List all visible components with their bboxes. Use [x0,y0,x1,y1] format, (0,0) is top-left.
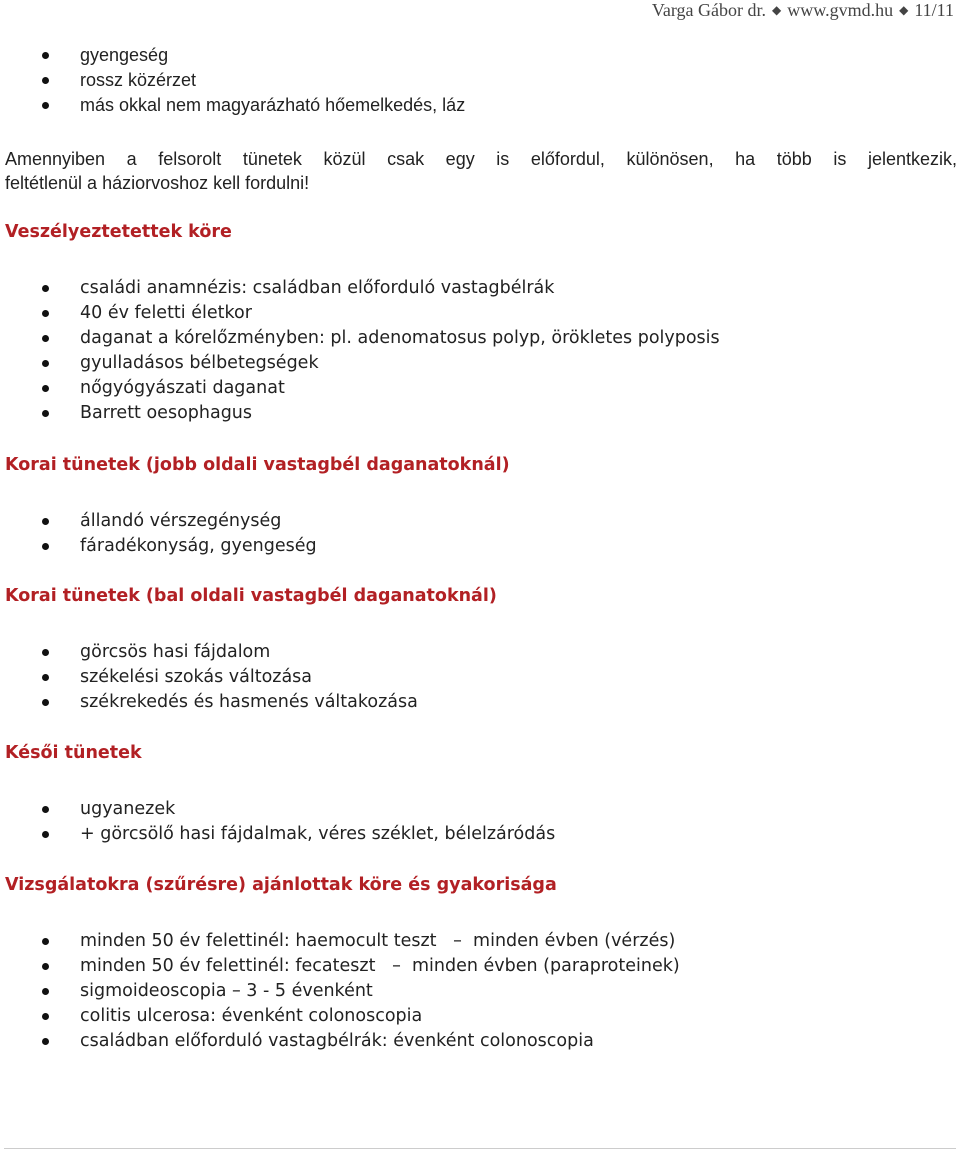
list-item: daganat a kórelőzményben: pl. adenomatosus polyp, örökletes polyposis [0,326,720,351]
section-heading-early-right: Korai tünetek (jobb oldali vastagbél daganatoknál) [5,455,510,475]
list-item: székelési szokás változása [0,665,418,690]
bullet-icon [42,543,49,550]
list-item: gyengeség [0,43,465,68]
intro-list [0,43,465,118]
list-item: nőgyógyászati daganat [0,376,720,401]
list-item: családi anamnézis: családban előforduló vastagbélrák [0,276,720,301]
list-item: gyulladásos bélbetegségek [0,351,720,376]
list-item: minden 50 év felettinél: fecateszt – minden évben (paraproteinek) [0,954,680,979]
list-item: sigmoideoscopia – 3 - 5 évenként [0,979,680,1004]
header-page-number: 11/11 [914,0,954,20]
header-site: www.gvmd.hu [787,0,894,20]
list-item: 40 év feletti életkor [0,301,720,326]
bottom-divider [4,1148,956,1149]
list-item: minden 50 év felettinél: haemocult teszt – minden évben (vérzés) [0,929,680,954]
bullet-icon [42,988,49,995]
list-item: + görcsölő hasi fájdalmak, véres széklet, bélelzáródás [0,822,555,847]
list-item: családban előforduló vastagbélrák: évenként colonoscopia [0,1029,680,1054]
list-item: más okkal nem magyarázható hőemelkedés, láz [0,93,465,118]
bullet-icon [42,360,49,367]
bullet-icon [42,52,49,59]
bullet-icon [42,310,49,317]
screening-list [0,929,680,1054]
early-left-list [0,640,418,715]
bullet-icon [42,806,49,813]
list-item: állandó vérszegénység [0,509,317,534]
early-right-list [0,509,317,559]
list-item: ugyanezek [0,797,555,822]
diamond-icon: ◆ [899,3,909,17]
bullet-icon [42,77,49,84]
list-item: Barrett oesophagus [0,401,720,426]
list-item: görcsös hasi fájdalom [0,640,418,665]
bullet-icon [42,1013,49,1020]
bullet-icon [42,385,49,392]
bullet-icon [42,1038,49,1045]
section-heading-late: Késői tünetek [5,743,142,763]
header-author: Varga Gábor dr. [651,0,767,20]
bullet-icon [42,410,49,417]
paragraph-line-2: feltétlenül a háziorvoshoz kell fordulni! [5,173,310,193]
list-item: fáradékonyság, gyengeség [0,534,317,559]
section-heading-early-left: Korai tünetek (bal oldali vastagbél daganatoknál) [5,586,497,606]
section-heading-at-risk: Veszélyeztetettek köre [5,222,232,242]
bullet-icon [42,649,49,656]
late-list [0,797,555,847]
bullet-icon [42,102,49,109]
section-heading-screening: Vizsgálatokra (szűrésre) ajánlottak köre és gyakorisága [5,875,557,895]
bullet-icon [42,831,49,838]
diamond-icon: ◆ [772,3,782,17]
page-header [652,0,954,21]
bullet-icon [42,938,49,945]
list-item: rossz közérzet [0,68,465,93]
bullet-icon [42,285,49,292]
at-risk-list [0,276,720,426]
paragraph-line-1: Amennyiben a felsorolt tünetek közül csak egy is előfordul, különösen, ha több is jelentkezik, [5,149,957,169]
list-item: székrekedés és hasmenés váltakozása [0,690,418,715]
bullet-icon [42,335,49,342]
bullet-icon [42,699,49,706]
bullet-icon [42,518,49,525]
bullet-icon [42,963,49,970]
list-item: colitis ulcerosa: évenként colonoscopia [0,1004,680,1029]
warning-paragraph [5,147,957,195]
bullet-icon [42,674,49,681]
